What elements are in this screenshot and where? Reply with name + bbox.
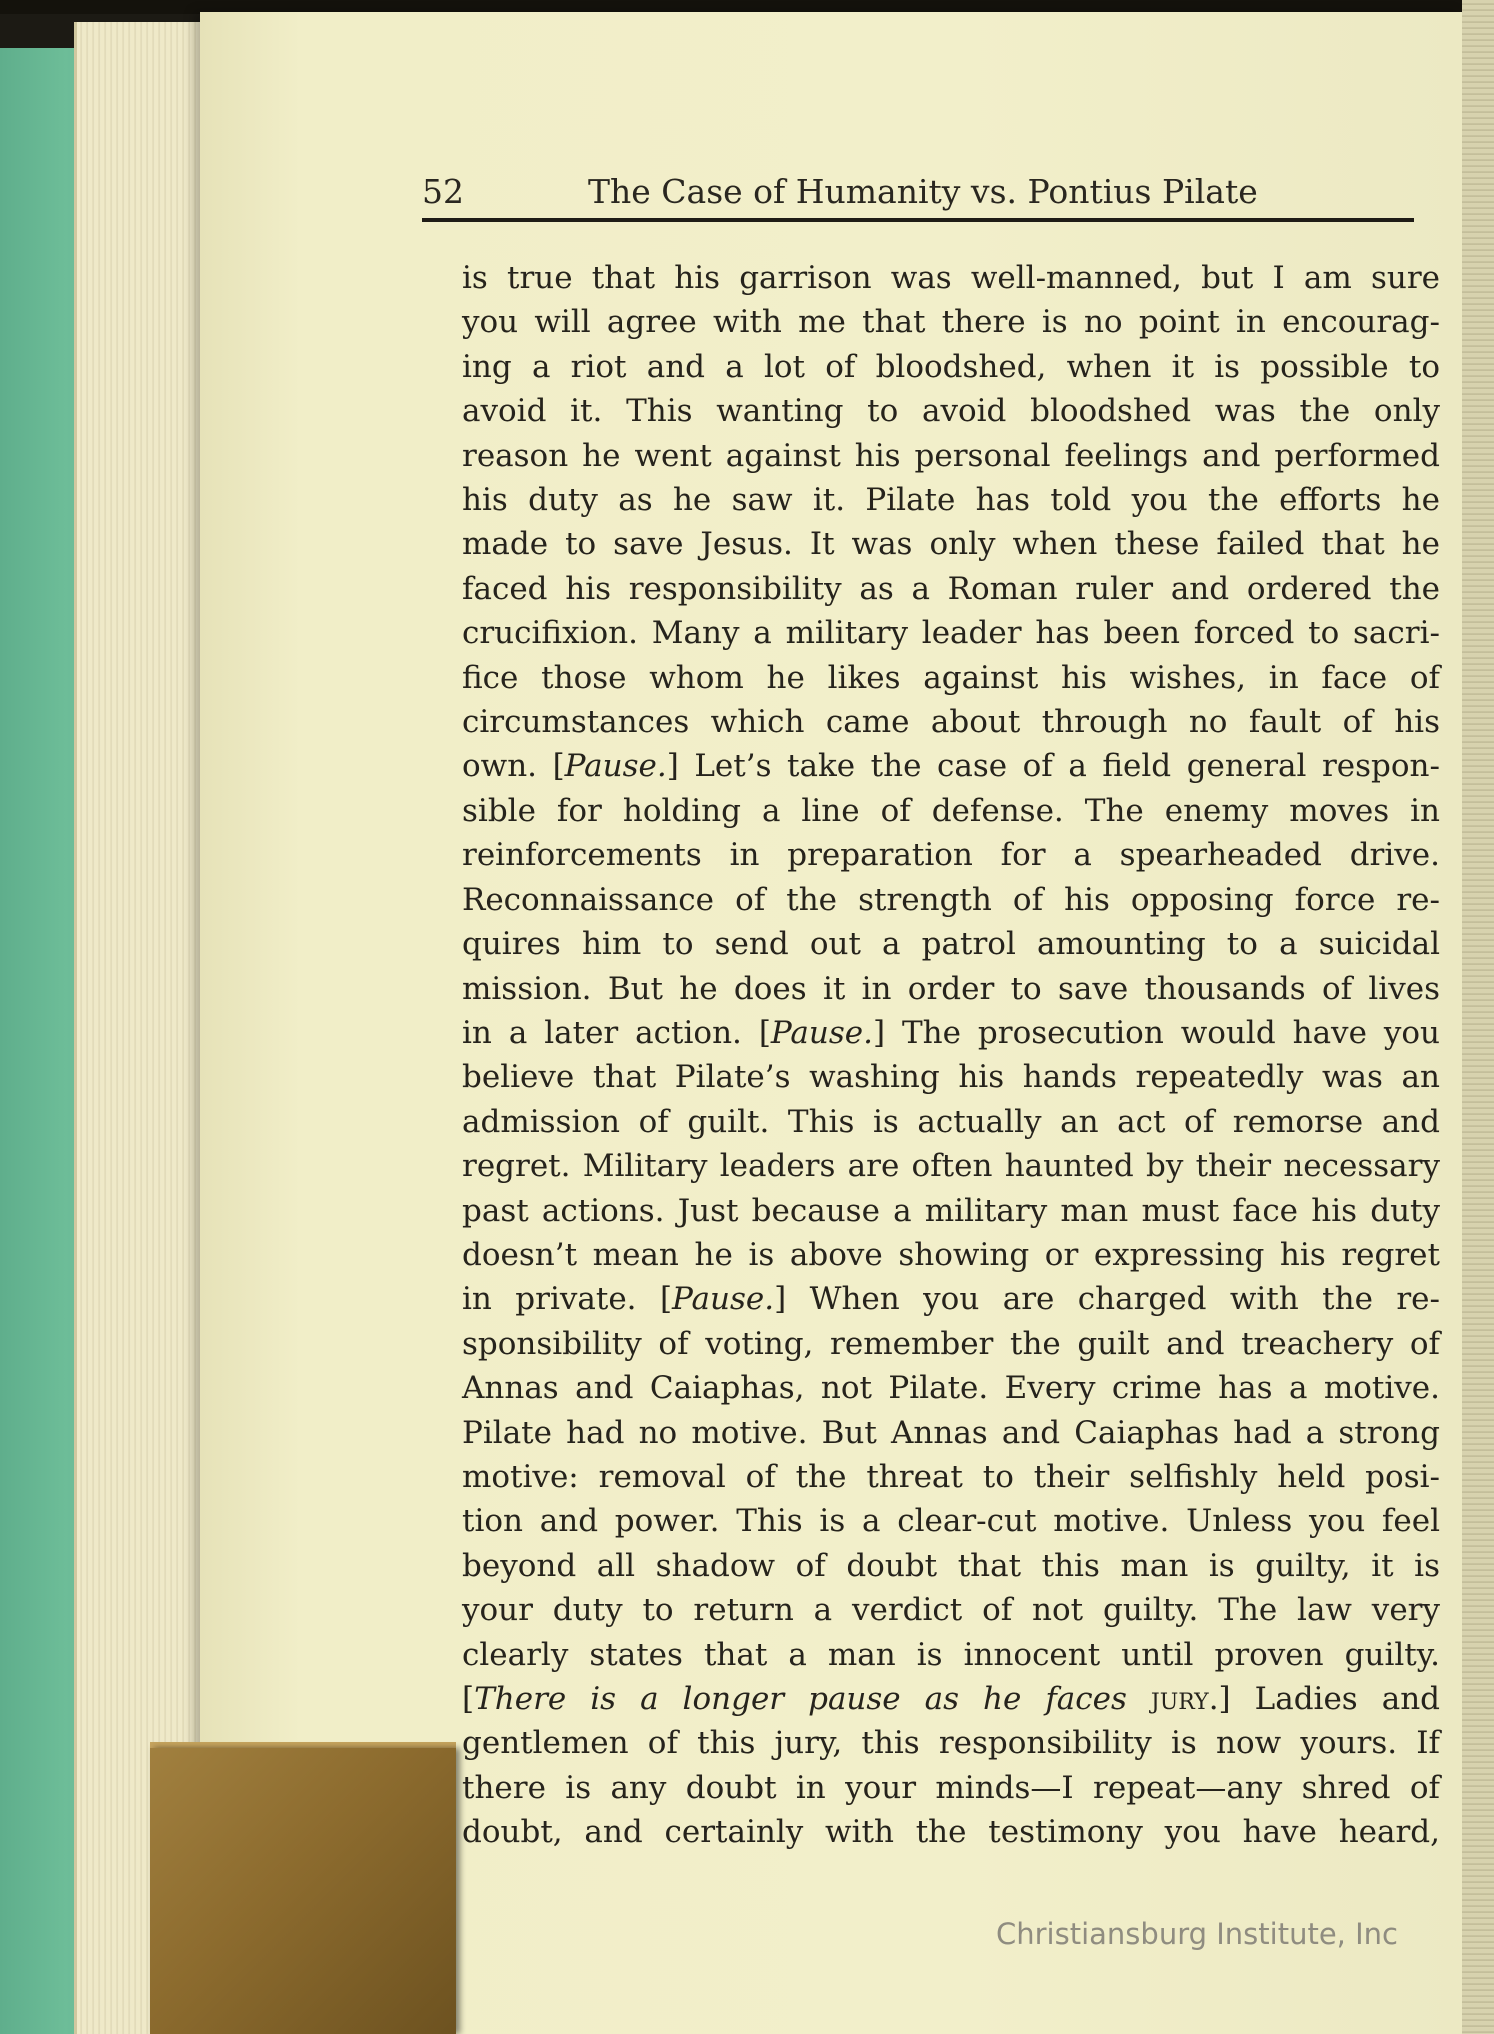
- text-line: tion and power. This is a clear-cut motive. Unless you feel: [462, 1503, 1440, 1540]
- running-head: [422, 166, 1414, 222]
- text-line: beyond all shadow of doubt that this man is guilty, it is: [462, 1547, 1440, 1584]
- text-line: you will agree with me that there is no point in encourag-: [462, 304, 1440, 341]
- stage-direction: Pause.: [564, 748, 667, 785]
- text-line: doubt, and certainly with the testimony you have heard,: [462, 1814, 1440, 1851]
- text-line: reinforcements in preparation for a spearheaded drive.: [462, 837, 1440, 874]
- small-caps-text: jury: [1150, 1681, 1209, 1717]
- body-text: [462, 256, 1440, 1855]
- text-line: made to save Jesus. It was only when these failed that he: [462, 526, 1440, 563]
- bookmark: [150, 1748, 456, 2034]
- page-number: 52: [422, 172, 464, 211]
- right-page-edges: [1462, 0, 1494, 2034]
- text-line: own. [Pause.] Let’s take the case of a field general respon-: [462, 748, 1440, 785]
- text-line: sponsibility of voting, remember the guilt and treachery of: [462, 1325, 1440, 1362]
- text-line: Pilate had no motive. But Annas and Caiaphas had a strong: [462, 1414, 1440, 1451]
- text-line: crucifixion. Many a military leader has been forced to sacri-: [462, 615, 1440, 652]
- text-line: sible for holding a line of defense. The enemy moves in: [462, 792, 1440, 829]
- running-head-title: The Case of Humanity vs. Pontius Pilate: [588, 172, 1258, 211]
- text-line: regret. Military leaders are often haunted by their necessary: [462, 1148, 1440, 1185]
- text-line: ing a riot and a lot of bloodshed, when it is possible to: [462, 348, 1440, 385]
- text-line: there is any doubt in your minds—I repeat—any shred of: [462, 1769, 1440, 1806]
- text-line: doesn’t mean he is above showing or expressing his regret: [462, 1236, 1440, 1273]
- text-line: admission of guilt. This is actually an act of remorse and: [462, 1103, 1440, 1140]
- text-line: in private. [Pause.] When you are charged with the re-: [462, 1281, 1440, 1318]
- stage-direction: There is a longer pause as he faces: [474, 1681, 1151, 1717]
- text-line: clearly states that a man is innocent until proven guilty.: [462, 1636, 1440, 1673]
- text-line: avoid it. This wanting to avoid bloodshed was the only: [462, 393, 1440, 430]
- text-line: your duty to return a verdict of not guilty. The law very: [462, 1592, 1440, 1629]
- text-line: [There is a longer pause as he faces jury.] Ladies and: [462, 1681, 1440, 1717]
- text-line: Annas and Caiaphas, not Pilate. Every crime has a motive.: [462, 1370, 1440, 1407]
- text-line: motive: removal of the threat to their selfishly held posi-: [462, 1458, 1440, 1495]
- text-line: believe that Pilate’s washing his hands repeatedly was an: [462, 1059, 1440, 1096]
- text-line: mission. But he does it in order to save thousands of lives: [462, 970, 1440, 1007]
- text-line: reason he went against his personal feelings and performed: [462, 437, 1440, 474]
- text-line: faced his responsibility as a Roman ruler and ordered the: [462, 570, 1440, 607]
- text-line: quires him to send out a patrol amounting to a suicidal: [462, 926, 1440, 963]
- text-line: gentlemen of this jury, this responsibility is now yours. If: [462, 1725, 1440, 1762]
- stage-direction: Pause.: [672, 1281, 775, 1318]
- text-line: in a later action. [Pause.] The prosecution would have you: [462, 1014, 1440, 1051]
- text-line: circumstances which came about through no fault of his: [462, 704, 1440, 741]
- text-line: his duty as he saw it. Pilate has told you the efforts he: [462, 482, 1440, 519]
- watermark: Christiansburg Institute, Inc: [996, 1917, 1398, 1951]
- text-line: fice those whom he likes against his wishes, in face of: [462, 659, 1440, 696]
- text-line: past actions. Just because a military man must face his duty: [462, 1192, 1440, 1229]
- text-line: is true that his garrison was well-manned, but I am sure: [462, 260, 1440, 296]
- stage-direction: Pause.: [770, 1014, 873, 1051]
- text-line: Reconnaissance of the strength of his opposing force re-: [462, 881, 1440, 918]
